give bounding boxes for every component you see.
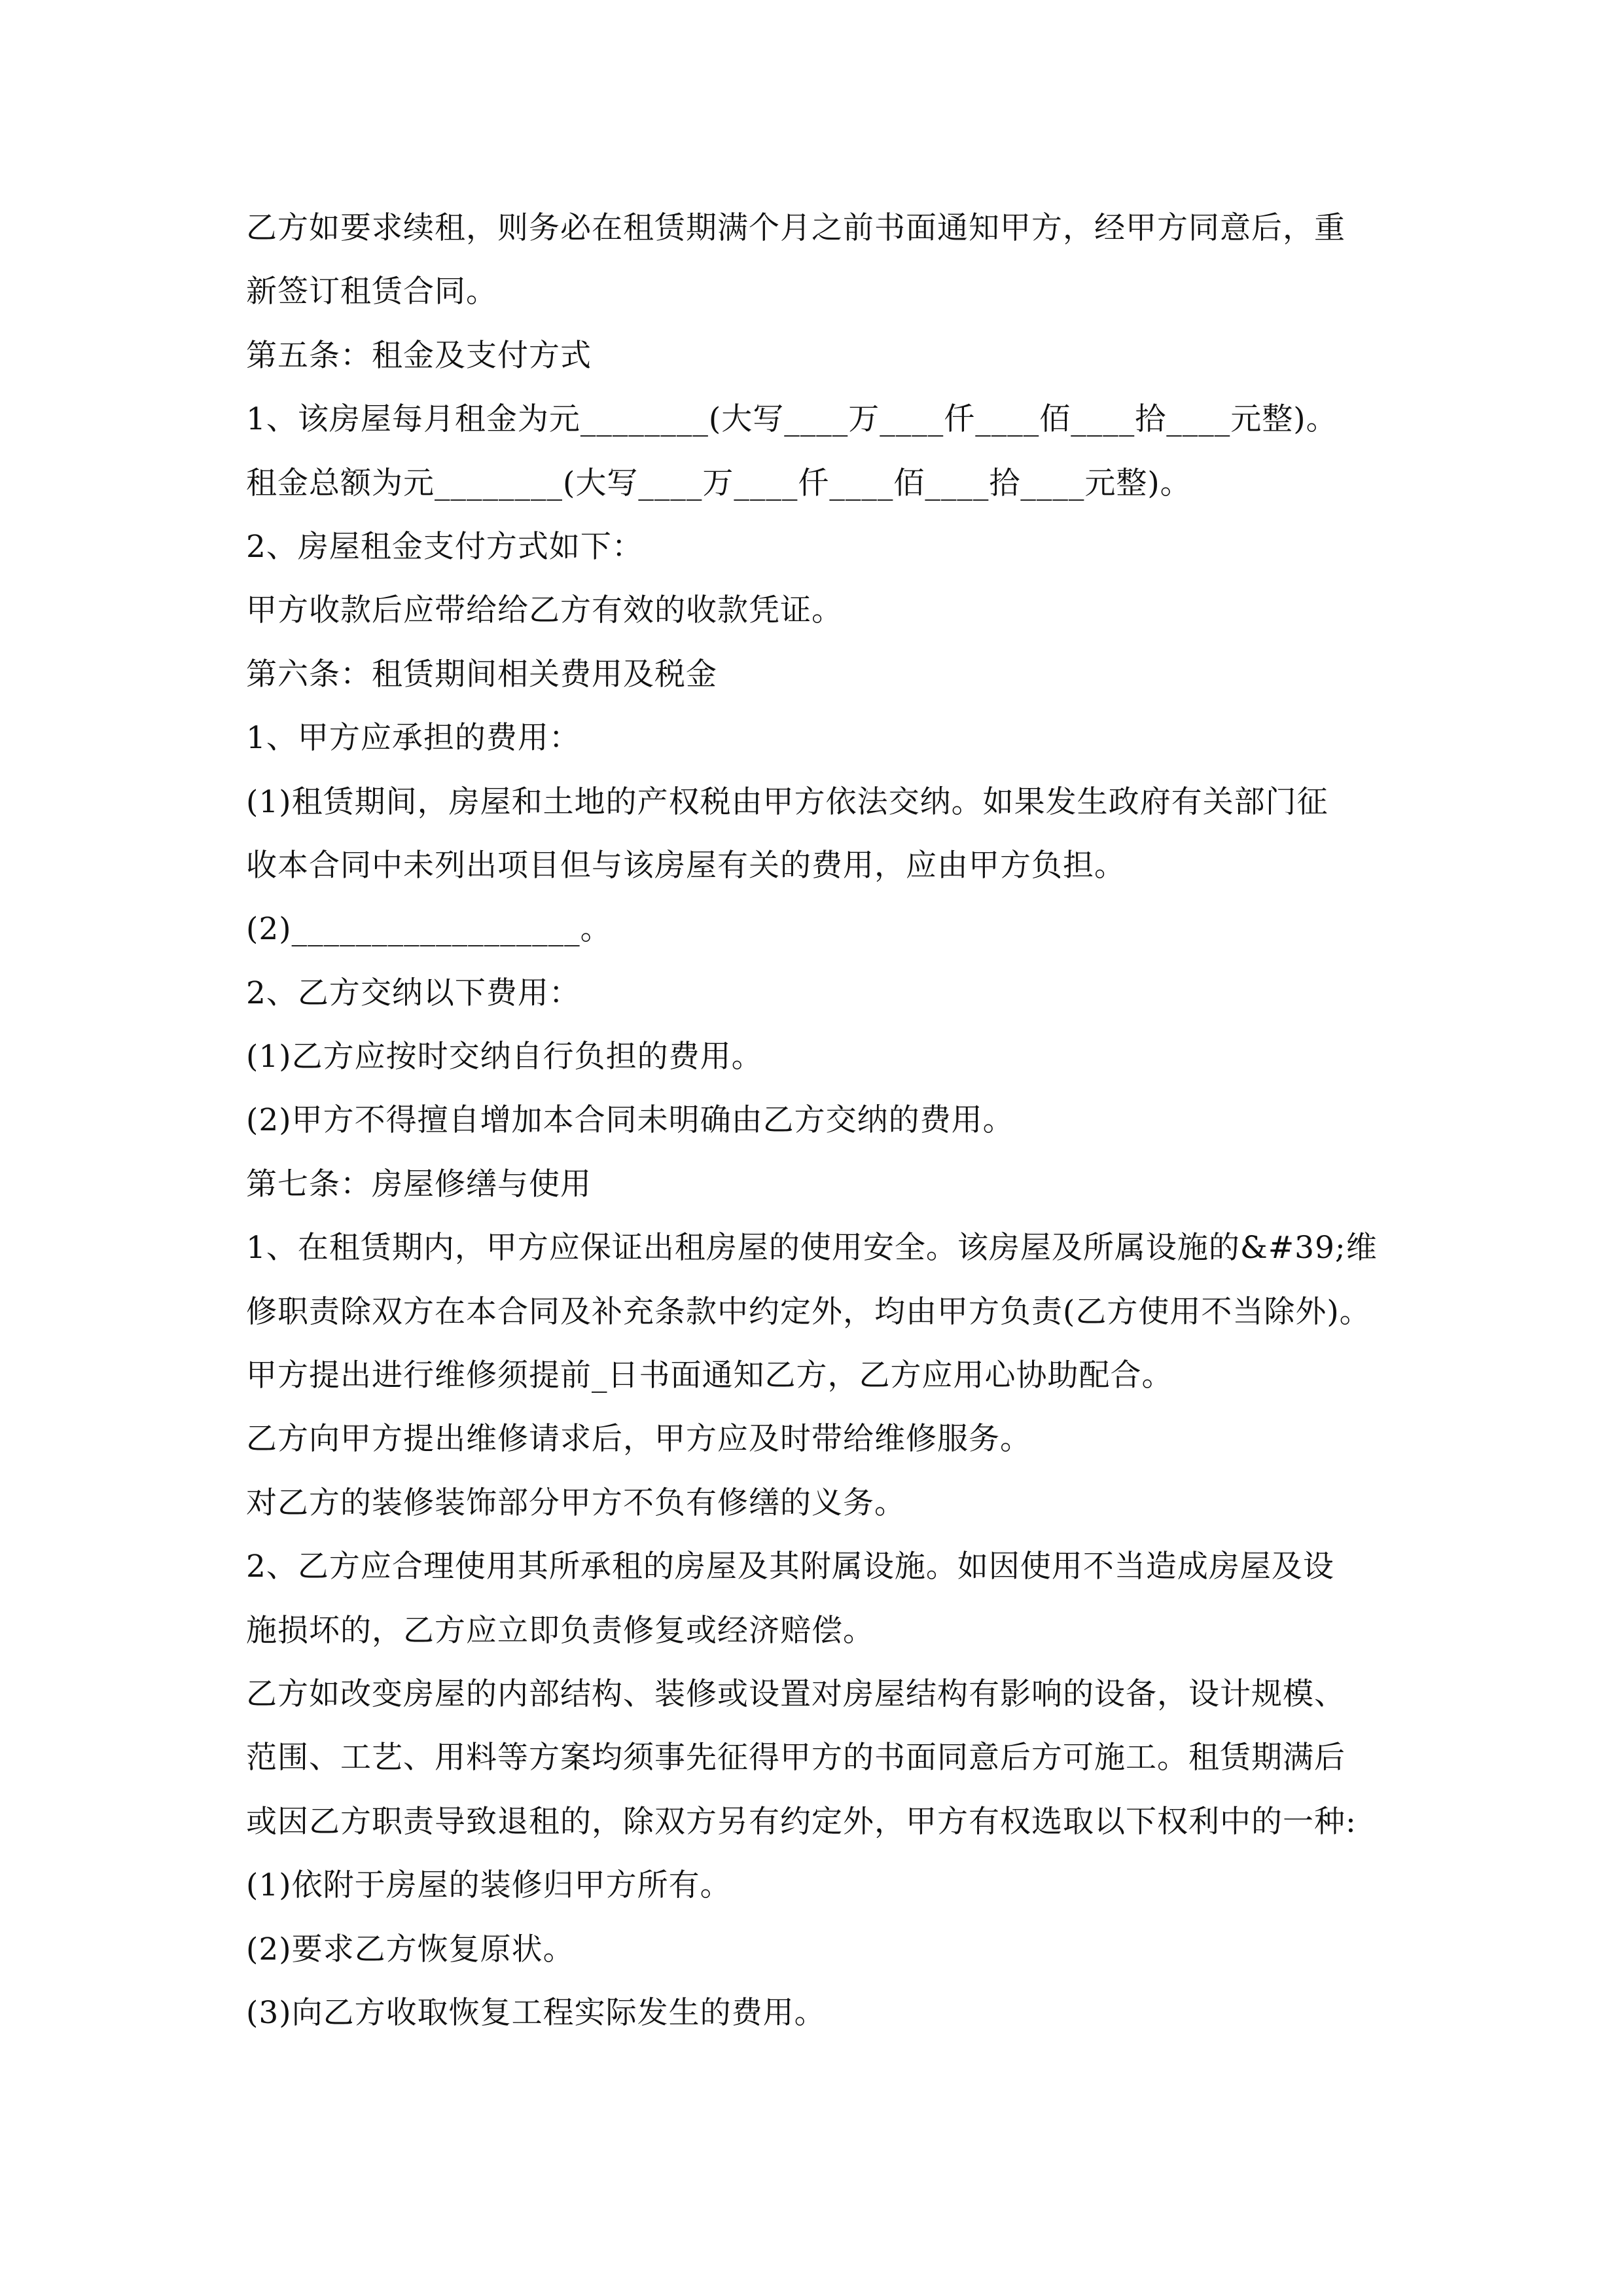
text-line: 新签订租赁合同。 xyxy=(246,274,497,310)
text-line: 乙方向甲方提出维修请求后，甲方应及时带给维修服务。 xyxy=(246,1421,1031,1458)
section-heading: 第五条：租金及支付方式 xyxy=(246,337,592,374)
text-line: 甲方提出进行维修须提前_日书面通知乙方，乙方应用心协助配合。 xyxy=(246,1357,1173,1394)
text-line: 2、乙方应合理使用其所承租的房屋及其附属设施。如因使用不当造成房屋及设 xyxy=(246,1549,1334,1585)
text-line: 2、乙方交纳以下费用： xyxy=(246,975,580,1011)
text-line: 1、该房屋每月租金为元________(大写____万____仟____佰____拾____元整)。 xyxy=(246,401,1338,438)
text-line: 施损坏的，乙方应立即负责修复或经济赔偿。 xyxy=(246,1612,874,1649)
text-line: 1、甲方应承担的费用： xyxy=(246,720,580,757)
text-line: (2)甲方不得擅自增加本合同未明确由乙方交纳的费用。 xyxy=(246,1102,1014,1139)
section-heading: 第六条：租赁期间相关费用及税金 xyxy=(246,656,717,692)
text-line: 2、房屋租金支付方式如下： xyxy=(246,528,643,565)
text-line: 修职责除双方在本合同及补充条款中约定外，均由甲方负责(乙方使用不当除外)。 xyxy=(246,1293,1371,1330)
text-line: 甲方收款后应带给给乙方有效的收款凭证。 xyxy=(246,592,843,629)
text-line: (1)乙方应按时交纳自行负担的费用。 xyxy=(246,1039,763,1075)
text-line: (1)依附于房屋的装修归甲方所有。 xyxy=(246,1867,732,1904)
text-line: (1)租赁期间，房屋和土地的产权税由甲方依法交纳。如果发生政府有关部门征 xyxy=(246,783,1329,820)
text-line: 租金总额为元________(大写____万____仟____佰____拾____元整)。 xyxy=(246,465,1192,501)
document-body xyxy=(246,196,1418,2045)
text-line: (2)要求乙方恢复原状。 xyxy=(246,1931,575,1967)
text-line: 乙方如要求续租，则务必在租赁期满个月之前书面通知甲方，经甲方同意后，重 xyxy=(246,210,1346,246)
text-line: (2)__________________。 xyxy=(246,911,612,948)
text-line: 或因乙方职责导致退租的，除双方另有约定外，甲方有权选取以下权利中的一种: xyxy=(246,1803,1357,1840)
text-line: 乙方如改变房屋的内部结构、装修或设置对房屋结构有影响的设备，设计规模、 xyxy=(246,1676,1346,1712)
text-line: 收本合同中未列出项目但与该房屋有关的费用，应由甲方负担。 xyxy=(246,847,1126,884)
text-line: 对乙方的装修装饰部分甲方不负有修缮的义务。 xyxy=(246,1484,906,1521)
text-line: (3)向乙方收取恢复工程实际发生的费用。 xyxy=(246,1994,826,2031)
text-line: 范围、工艺、用料等方案均须事先征得甲方的书面同意后方可施工。租赁期满后 xyxy=(246,1740,1346,1776)
section-heading: 第七条：房屋修缮与使用 xyxy=(246,1166,592,1202)
text-line: 1、在租赁期内，甲方应保证出租房屋的使用安全。该房屋及所属设施的&#39;维 xyxy=(246,1230,1378,1266)
